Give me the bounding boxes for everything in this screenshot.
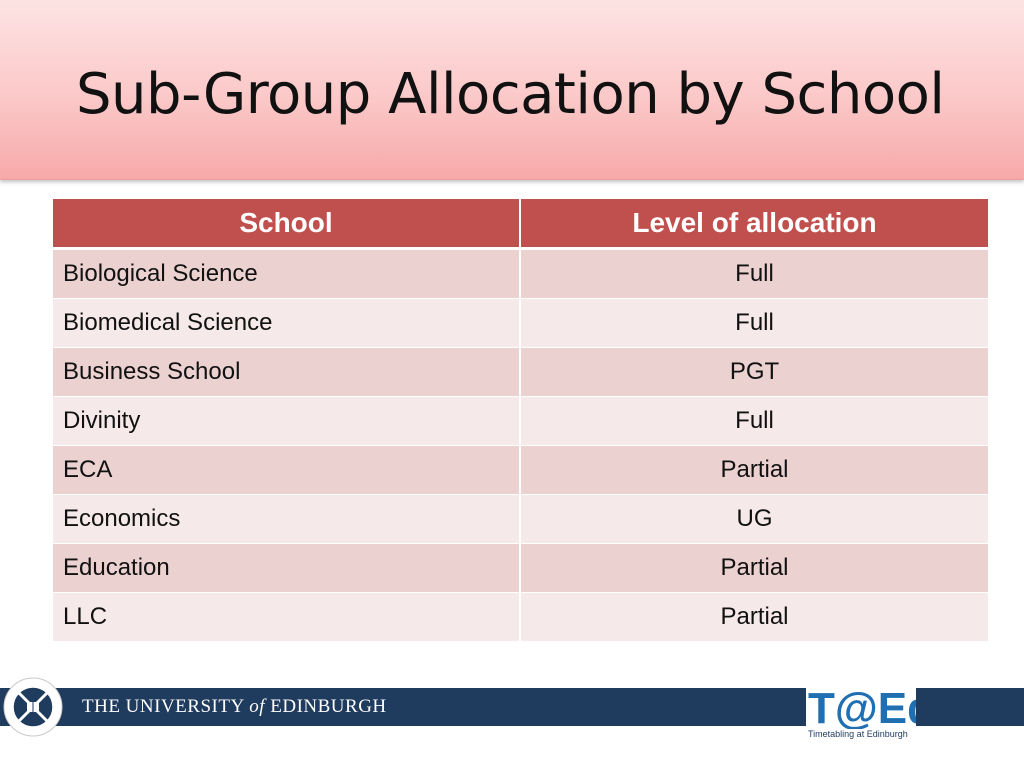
school-cell: Biological Science bbox=[53, 250, 519, 299]
university-name-suffix: EDINBURGH bbox=[265, 696, 387, 717]
university-name bbox=[82, 696, 387, 718]
table-row bbox=[53, 544, 988, 593]
timetabling-logo-text: T@E bbox=[808, 684, 908, 729]
school-cell: ECA bbox=[53, 446, 519, 495]
school-cell: Education bbox=[53, 544, 519, 593]
school-cell: LLC bbox=[53, 593, 519, 642]
level-cell: Partial bbox=[519, 446, 988, 495]
slide-title: Sub-Group Allocation by School bbox=[76, 62, 945, 127]
school-cell: Divinity bbox=[53, 397, 519, 446]
school-cell: Business School bbox=[53, 348, 519, 397]
table-row bbox=[53, 593, 988, 642]
level-cell: Partial bbox=[519, 593, 988, 642]
timetabling-tagline: Timetabling at Edinburgh bbox=[808, 729, 908, 739]
university-name-prefix: THE UNIVERSITY bbox=[82, 696, 250, 717]
table-row bbox=[53, 397, 988, 446]
table-row bbox=[53, 299, 988, 348]
column-header-school: School bbox=[53, 199, 519, 250]
school-cell: Biomedical Science bbox=[53, 299, 519, 348]
title-bar bbox=[0, 0, 1024, 180]
table-row bbox=[53, 446, 988, 495]
level-cell: PGT bbox=[519, 348, 988, 397]
school-cell: Economics bbox=[53, 495, 519, 544]
level-cell: UG bbox=[519, 495, 988, 544]
level-cell: Full bbox=[519, 250, 988, 299]
timetabling-logo-mark bbox=[806, 681, 916, 729]
level-cell: Full bbox=[519, 397, 988, 446]
level-cell: Partial bbox=[519, 544, 988, 593]
column-header-level: Level of allocation bbox=[519, 199, 988, 250]
table-row bbox=[53, 495, 988, 544]
table-row bbox=[53, 348, 988, 397]
university-name-of: of bbox=[249, 696, 265, 717]
table-header-row bbox=[53, 199, 988, 250]
allocation-table bbox=[53, 199, 988, 642]
table-row bbox=[53, 250, 988, 299]
university-seal-icon bbox=[2, 676, 64, 738]
level-cell: Full bbox=[519, 299, 988, 348]
